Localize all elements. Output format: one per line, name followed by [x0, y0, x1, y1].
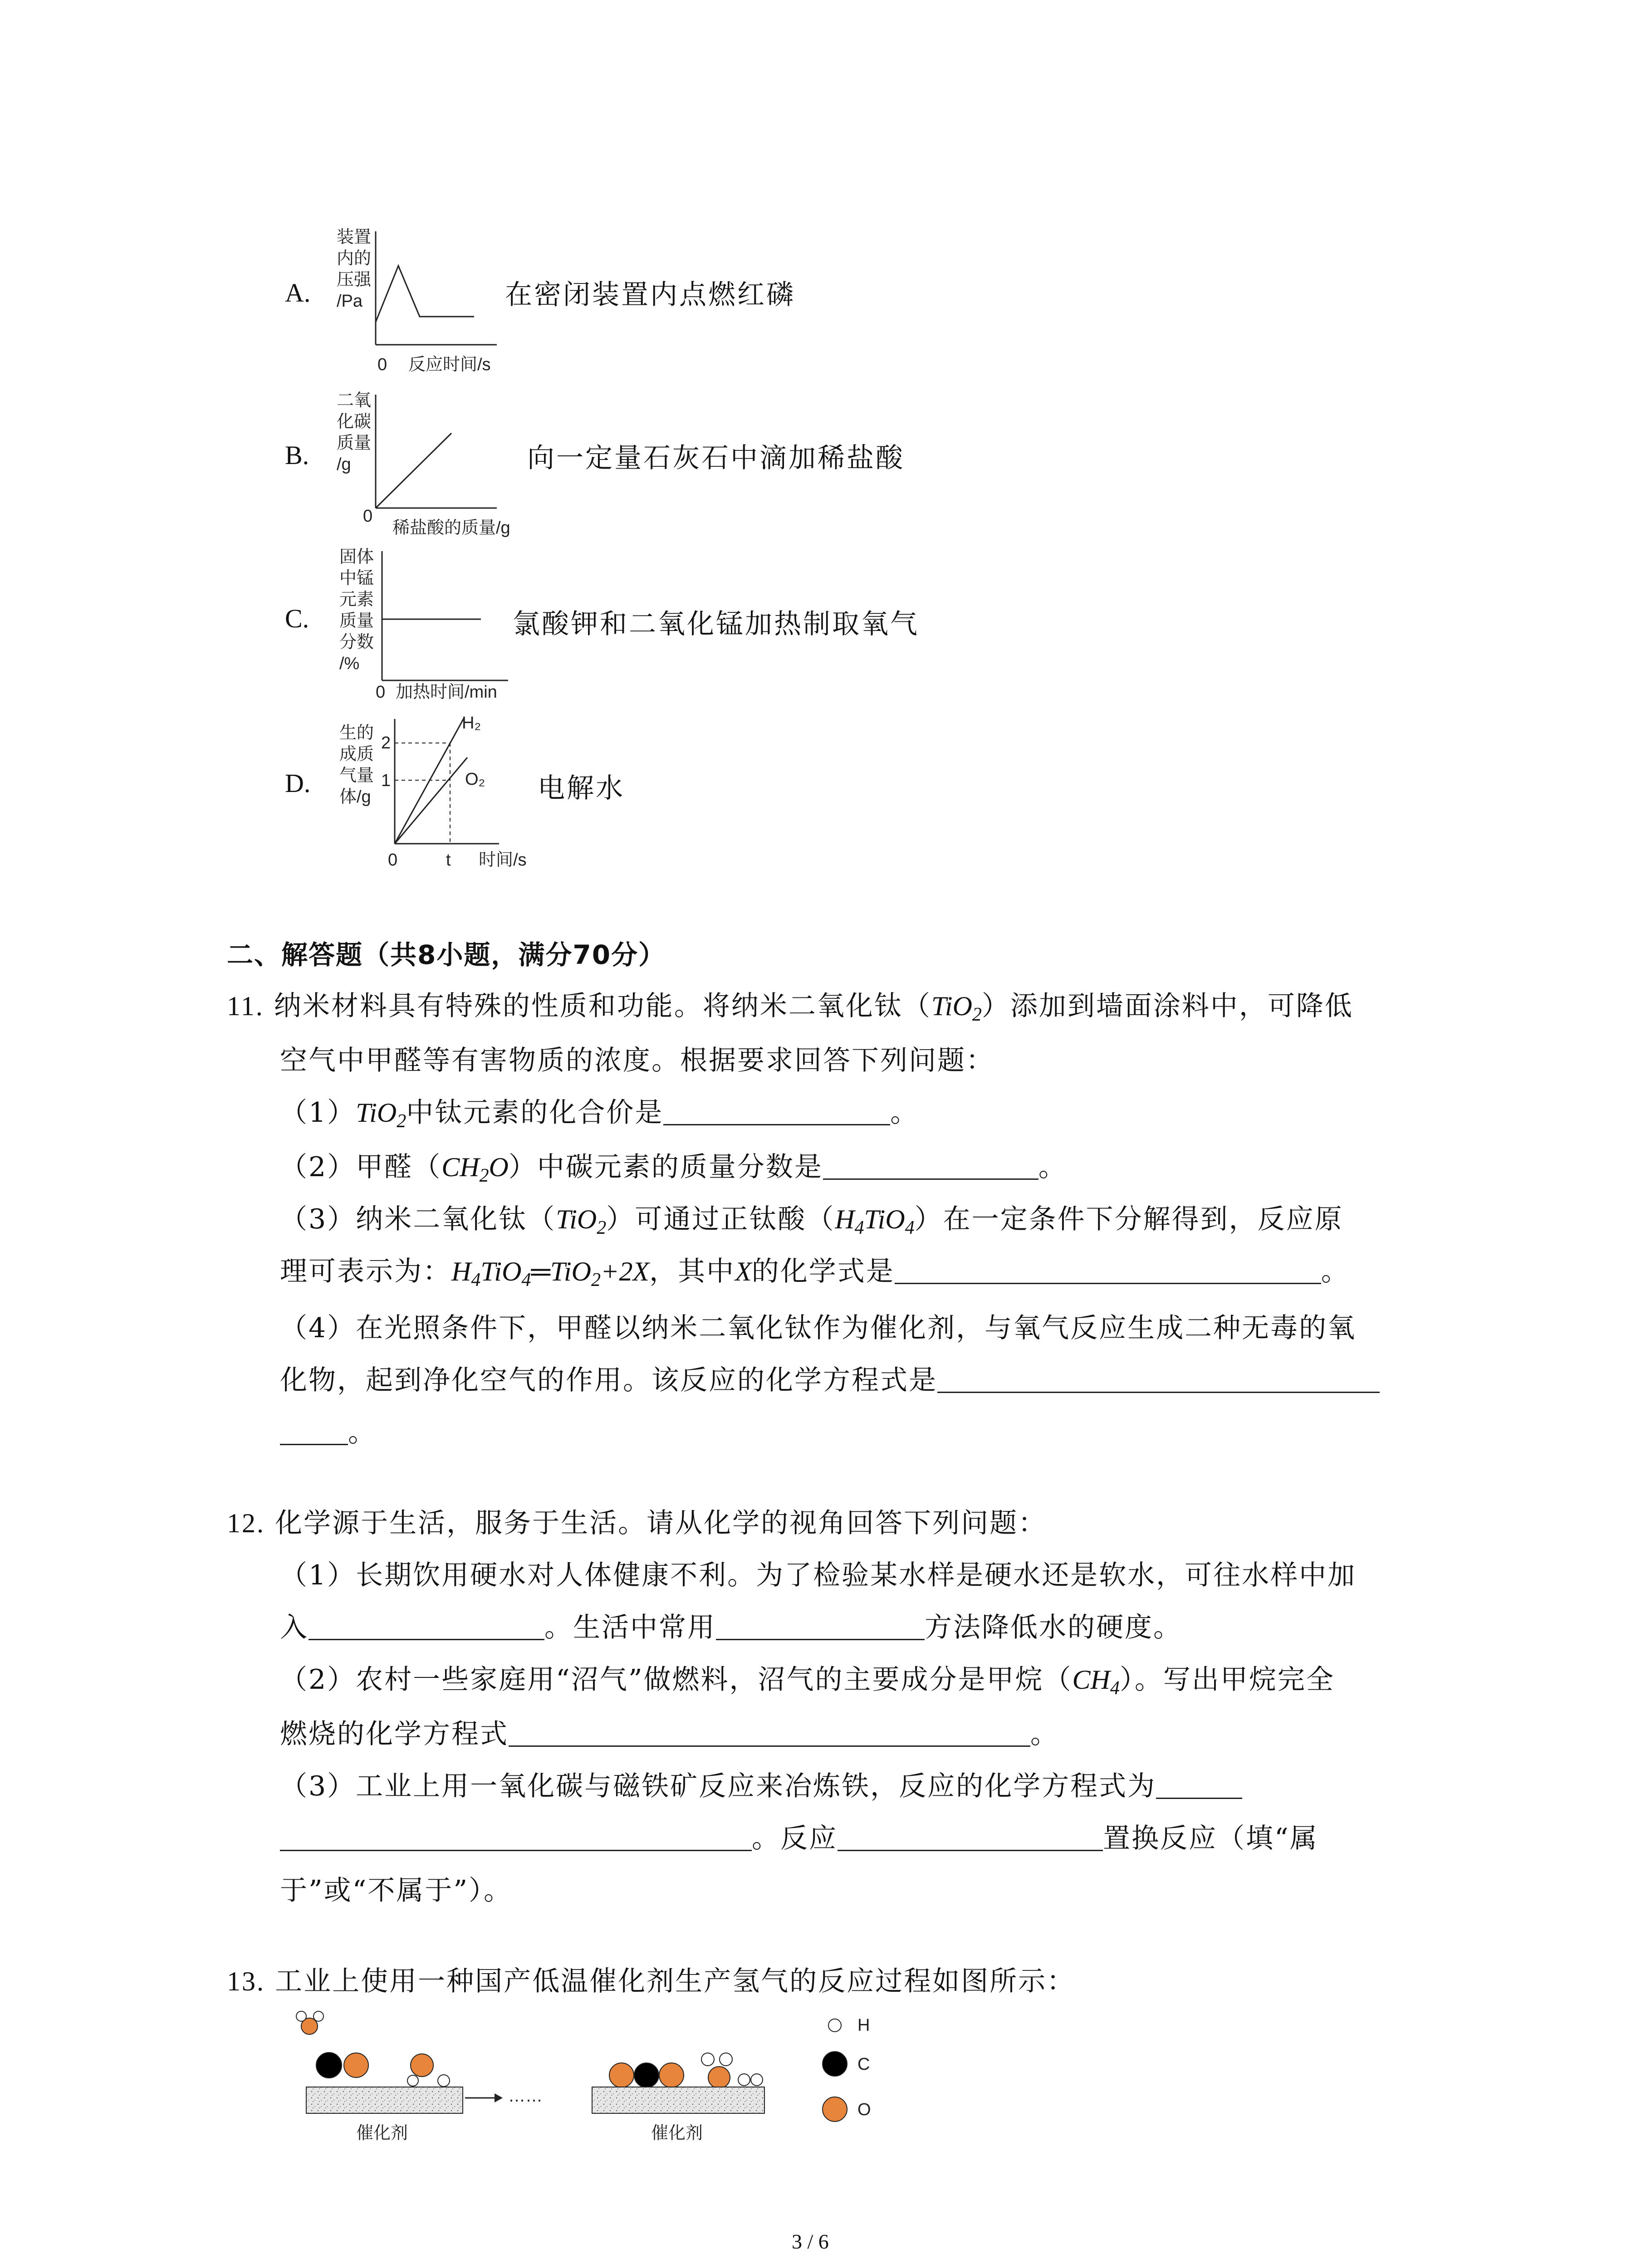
q11-part-2: （2）甲醛$(CH_2O)$中碳元素的质量分数是 。 [280, 1151, 1067, 1186]
q11-stem-1b: ）添加到墙面涂料中，可降低 [981, 990, 1353, 1022]
legend-o-swatch [823, 2097, 847, 2121]
q11-answer-blank-4[interactable] [937, 1369, 1380, 1393]
option-b-ylabel-line: /g [337, 455, 351, 474]
q11-line-2: 空气中甲醛等有害物质的浓度。根据要求回答下列问题： [280, 1045, 994, 1076]
option-b-xlabel: 稀盐酸的质量/g [392, 518, 510, 538]
q13-number: 13. [227, 1966, 265, 1996]
option-a-chart [318, 222, 508, 376]
option-d-xlabel: 时间/s [479, 850, 527, 870]
hydrogen-atom [738, 2074, 750, 2086]
option-c-letter: C. [285, 604, 309, 633]
option-c-ylabel-line: 分数 [339, 633, 374, 652]
q11-answer-blank-1[interactable] [663, 1101, 890, 1125]
option-c-ylabel-line: 质量 [339, 611, 374, 631]
legend-c-label: C [857, 2055, 870, 2074]
q11-answer-blank-2[interactable] [823, 1156, 1038, 1180]
q12-answer-blank-3[interactable] [509, 1723, 1030, 1747]
q12-answer-blank-2[interactable] [716, 1616, 925, 1640]
option-c-ylabel-line: 元素 [339, 590, 374, 609]
legend-c-swatch [823, 2052, 847, 2076]
option-d-o2-line [395, 758, 467, 844]
option-a-ylabel-line: 内的 [337, 249, 372, 268]
q13-line-1 [227, 1960, 1075, 1999]
option-b-ylabel-line: 质量 [337, 434, 372, 453]
q12-stem: 化学源于生活，服务于生活。请从化学的视角回答下列问题： [275, 1507, 1047, 1539]
option-a-origin: 0 [377, 355, 387, 374]
q11-tio2: TiO$_2$ [356, 1098, 407, 1132]
legend-h-swatch [828, 2019, 841, 2032]
q11-ch2o: $CH_2O$ [441, 1152, 509, 1186]
catalyst-diagram [272, 2007, 907, 2175]
legend-o-label: O [857, 2100, 871, 2119]
q11-part-4-line-1: （4）在光照条件下，甲醛以纳米二氧化钛作为催化剂，与氧气反应生成二种无毒的氧 [280, 1312, 1357, 1344]
catalyst-surface-left [306, 2087, 463, 2113]
option-a-ylabel-line: /Pa [337, 292, 363, 311]
q12-answer-blank-5[interactable] [838, 1827, 1103, 1851]
option-d-origin: 0 [388, 850, 398, 870]
section-title: 二、解答题（共8小题，满分70分） [227, 939, 666, 970]
catalyst-label-left: 催化剂 [356, 2124, 408, 2143]
q12-answer-blank-4b[interactable] [280, 1827, 752, 1851]
option-b-letter: B. [285, 440, 309, 470]
hydrogen-atom [296, 2011, 306, 2021]
option-d-letter: D. [285, 768, 311, 798]
arrow-head [495, 2093, 503, 2102]
q11-part-4-line-2: 化物，起到净化空气的作用。该反应的化学方程式是 [280, 1359, 1380, 1398]
option-b-ylabel-line: 化碳 [337, 412, 372, 431]
option-c-ylabel-line: 中锰 [339, 569, 374, 588]
hydrogen-atom [438, 2075, 450, 2087]
q13-stem: 工业上使用一种国产低温催化剂生产氢气的反应过程如图所示： [275, 1965, 1076, 1997]
oxygen-atom [659, 2063, 684, 2087]
option-d-ytick-2: 2 [381, 733, 391, 753]
q12-part-3-line-2: 。反应 置换反应（填“属 [280, 1817, 1318, 1856]
q12-part-1-line-1: （1）长期饮用硬水对人体健康不利。为了检验某水样是硬水还是软水，可往水样中加 [280, 1559, 1357, 1591]
catalyst-label-right: 催化剂 [651, 2124, 703, 2143]
oxygen-atom [411, 2054, 433, 2077]
option-a-ylabel-line: 装置 [337, 228, 372, 247]
hydrogen-atom [751, 2074, 763, 2086]
catalyst-surface-right [592, 2087, 764, 2113]
page-number: 3 / 6 [792, 2230, 829, 2253]
option-b-ylabel-line: 二氧 [337, 391, 372, 410]
hydrogen-atom [407, 2075, 418, 2086]
option-c-origin: 0 [376, 683, 386, 702]
option-b-desc: 向一定量石灰石中滴加稀盐酸 [527, 442, 905, 474]
q12-part-2-line-2: 燃烧的化学方程式 。 [280, 1718, 1059, 1750]
option-d-ylabel-line: 气量 [339, 766, 374, 785]
option-d-h2-line [395, 719, 464, 844]
option-d-ylabel-line: 成质 [339, 745, 374, 764]
hydrogen-atom [720, 2053, 732, 2066]
option-b-chart [318, 386, 531, 540]
option-c-desc: 氯酸钾和二氧化锰加热制取氧气 [513, 608, 919, 640]
ellipsis: …… [508, 2087, 543, 2106]
oxygen-atom [609, 2063, 634, 2087]
q11-part-3-line-1: （3）纳米二氧化钛（TiO$_2$）可通过正钛酸$(H_4TiO_4)$在一定条件下分解得到，反应原 [280, 1203, 1343, 1238]
option-b-curve [376, 433, 451, 508]
q11-equation: $H_4TiO_4═TiO_2+2X$ [451, 1256, 650, 1290]
q11-tio2: TiO$_2$ [931, 991, 982, 1025]
q12-part-2-line-1: （2）农村一些家庭用“沼气”做燃料，沼气的主要成分是甲烷$(CH_4)$。写出甲烷完全 [280, 1664, 1335, 1699]
oxygen-atom [344, 2053, 368, 2077]
option-c-xlabel: 加热时间/min [396, 683, 497, 702]
option-a-ylabel-line: 压强 [337, 270, 372, 289]
q11-line-1 [227, 984, 1353, 1026]
q11-answer-blank-4b[interactable] [280, 1421, 348, 1445]
q12-ch4: $CH_4$ [1072, 1665, 1120, 1699]
q12-part-3-line-1: （3）工业上用一氧化碳与磁铁矿反应来冶炼铁，反应的化学方程式为 [280, 1765, 1242, 1804]
option-a-letter: A. [285, 278, 311, 308]
option-c-ylabel-line: 固体 [339, 547, 374, 567]
q11-tio2: TiO$_2$ [556, 1204, 607, 1238]
hydrogen-atom [701, 2053, 714, 2066]
option-d-chart [318, 708, 531, 875]
q12-answer-blank-1[interactable] [309, 1616, 544, 1640]
option-d-desc: 电解水 [538, 772, 625, 804]
q11-number: 11. [227, 991, 264, 1021]
option-d-xtick-t: t [446, 850, 451, 870]
q12-answer-blank-4[interactable] [1156, 1775, 1242, 1799]
option-d-ylabel-line: 体/g [339, 787, 371, 807]
option-a-curve [376, 266, 474, 322]
option-d-h2-label: H₂ [462, 714, 481, 733]
option-b-origin: 0 [363, 507, 373, 526]
legend-h-label: H [857, 2016, 870, 2035]
q12-part-3-line-3: 于”或“不属于”）。 [280, 1875, 513, 1906]
option-c-chart [318, 544, 531, 708]
option-a-xlabel: 反应时间/s [408, 355, 491, 374]
option-d-o2-label: O₂ [465, 770, 485, 789]
option-a-desc: 在密闭装置内点燃红磷 [505, 279, 795, 311]
q12-number: 12. [227, 1508, 265, 1538]
carbon-atom [316, 2053, 342, 2078]
oxygen-atom [708, 2067, 730, 2088]
hydrogen-atom [314, 2011, 323, 2021]
option-d-ytick-1: 1 [381, 771, 391, 790]
q11-answer-blank-3[interactable] [895, 1260, 1321, 1284]
q11-part-3-line-2: 理可表示为：$H_4TiO_4═TiO_2+2X$，其中X的化学式是 。 [280, 1256, 1350, 1290]
q12-part-1-line-2: 入 。生活中常用 方法降低水的硬度。 [280, 1612, 1182, 1643]
q11-h4tio4: $H_4TiO_4$ [835, 1204, 915, 1238]
carbon-atom [634, 2063, 659, 2087]
q11-part-1: （1）TiO$_2$中钛元素的化合价是 。 [280, 1097, 919, 1132]
option-c-ylabel-line: /% [339, 654, 360, 673]
q11-stem-1: 纳米材料具有特殊的性质和功能。将纳米二氧化钛（ [274, 990, 931, 1022]
q12-line-1 [227, 1501, 1047, 1540]
q11-part-4-line-3: 。 [280, 1411, 377, 1450]
option-d-ylabel-line: 生的 [339, 723, 374, 743]
